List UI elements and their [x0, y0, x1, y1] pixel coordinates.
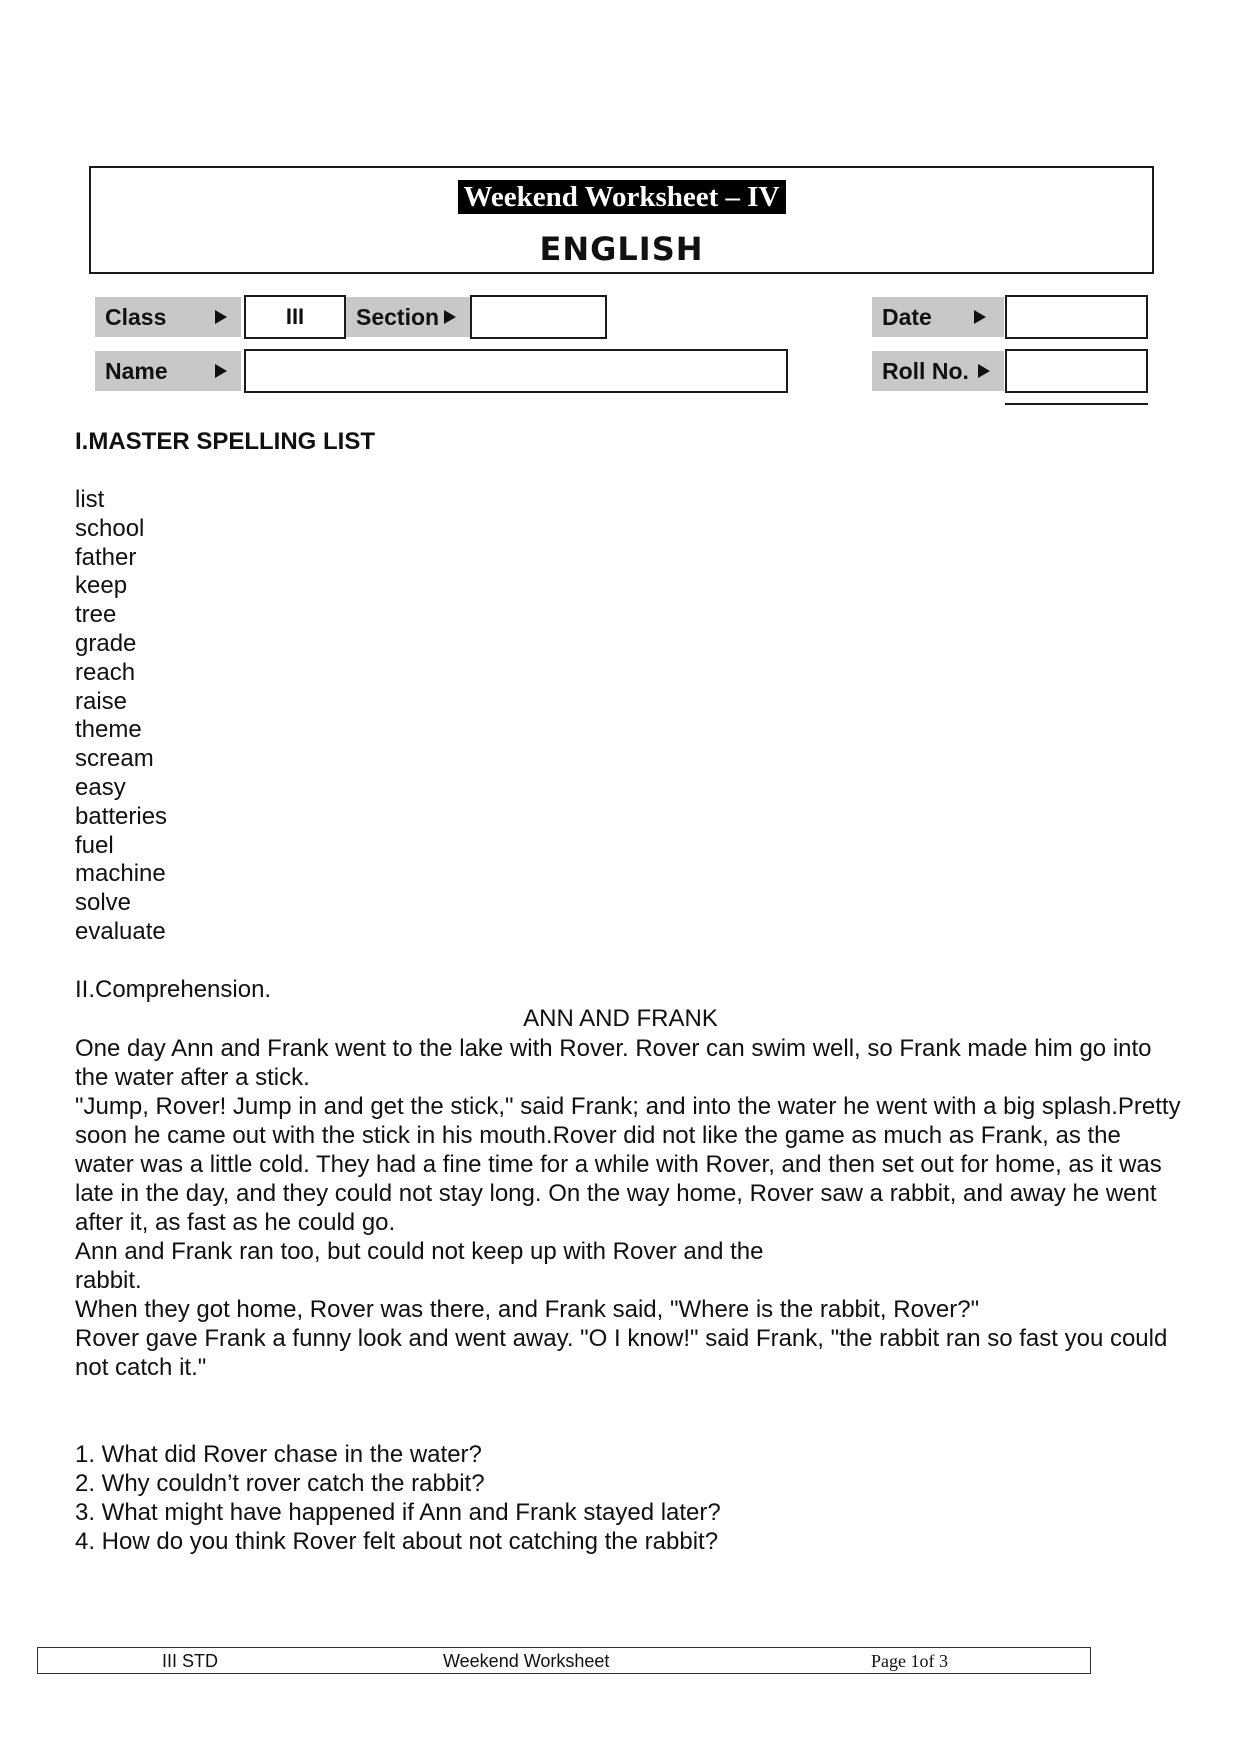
list-item: batteries: [75, 802, 168, 830]
subject-title: ENGLISH: [539, 230, 704, 268]
list-item: reach: [75, 658, 136, 686]
footer-title: Weekend Worksheet: [443, 1651, 610, 1671]
list-item: theme: [75, 716, 142, 744]
worksheet-title: Weekend Worksheet – IV: [457, 180, 785, 214]
name-label: [95, 351, 241, 391]
arrow-right-icon: [215, 364, 227, 378]
roll-label: [872, 351, 1004, 391]
arrow-right-icon: [978, 364, 990, 378]
arrow-right-icon: [215, 310, 227, 324]
story-paragraph: One day Ann and Frank went to the lake with Rover. Rover can swim well, so Frank made him go into the water after a stick.: [75, 1035, 1152, 1091]
story-paragraph: "Jump, Rover! Jump in and get the stick," said Frank; and into the water he went with a big splash.Pretty soon he came out with the stick in his mouth.Rover did not like the game as much as Frank, as the water was a little cold. They had a fine time for a while with Rover, and then set out for home, as it was late in the day, and they could not stay long. On the way home, Rover saw a rabbit, and away he went after it, as fast as he could go.: [75, 1093, 1181, 1236]
section-label-text: Section: [356, 303, 440, 330]
arrow-right-icon: [444, 310, 456, 324]
story-paragraph: rabbit.: [75, 1267, 142, 1294]
story-paragraph: When they got home, Rover was there, and Frank said, "Where is the rabbit, Rover?": [75, 1296, 980, 1323]
class-label-text: Class: [105, 303, 167, 330]
question-item: 1. What did Rover chase in the water?: [75, 1441, 482, 1468]
divider: [1005, 403, 1148, 405]
class-label: [95, 297, 241, 337]
list-item: grade: [75, 629, 137, 657]
question-item: 2. Why couldn’t rover catch the rabbit?: [75, 1470, 485, 1497]
question-list: [75, 1440, 721, 1556]
list-item: evaluate: [75, 917, 166, 945]
list-item: scream: [75, 745, 154, 773]
list-item: tree: [75, 601, 117, 629]
page-footer: [37, 1647, 1091, 1674]
roll-label-text: Roll No.: [882, 357, 969, 384]
list-item: keep: [75, 572, 128, 600]
roll-field[interactable]: [1005, 349, 1148, 393]
story-title: ANN AND FRANK: [523, 1005, 718, 1032]
date-label-text: Date: [882, 303, 932, 330]
list-item: raise: [75, 687, 128, 715]
list-item: fuel: [75, 831, 114, 859]
footer-class: III STD: [162, 1651, 219, 1671]
list-item: school: [75, 514, 145, 542]
spelling-heading: I.MASTER SPELLING LIST: [75, 428, 376, 455]
story-text: [75, 1034, 1185, 1382]
class-field[interactable]: [244, 295, 346, 339]
section-label: [346, 297, 470, 337]
comprehension-heading: II.Comprehension.: [75, 976, 272, 1003]
name-field[interactable]: [244, 349, 788, 393]
question-item: 4. How do you think Rover felt about not catching the rabbit?: [75, 1528, 719, 1555]
list-item: solve: [75, 889, 132, 917]
story-paragraph: Ann and Frank ran too, but could not keep up with Rover and the: [75, 1238, 764, 1265]
story-paragraph: Rover gave Frank a funny look and went away. "O I know!" said Frank, "the rabbit ran so fast you could not catch it.": [75, 1325, 1168, 1381]
arrow-right-icon: [974, 310, 986, 324]
date-label: [872, 297, 1004, 337]
section-field[interactable]: [470, 295, 607, 339]
list-item: machine: [75, 860, 166, 888]
name-label-text: Name: [105, 357, 168, 384]
spelling-list: [75, 486, 167, 947]
date-field[interactable]: [1005, 295, 1148, 339]
list-item: easy: [75, 773, 126, 801]
class-value: III: [285, 304, 305, 329]
question-item: 3. What might have happened if Ann and Frank stayed later?: [75, 1499, 721, 1526]
list-item: list: [75, 486, 105, 513]
worksheet-header: [89, 166, 1154, 274]
list-item: father: [75, 543, 137, 571]
footer-page-number: Page 1of 3: [871, 1651, 948, 1671]
